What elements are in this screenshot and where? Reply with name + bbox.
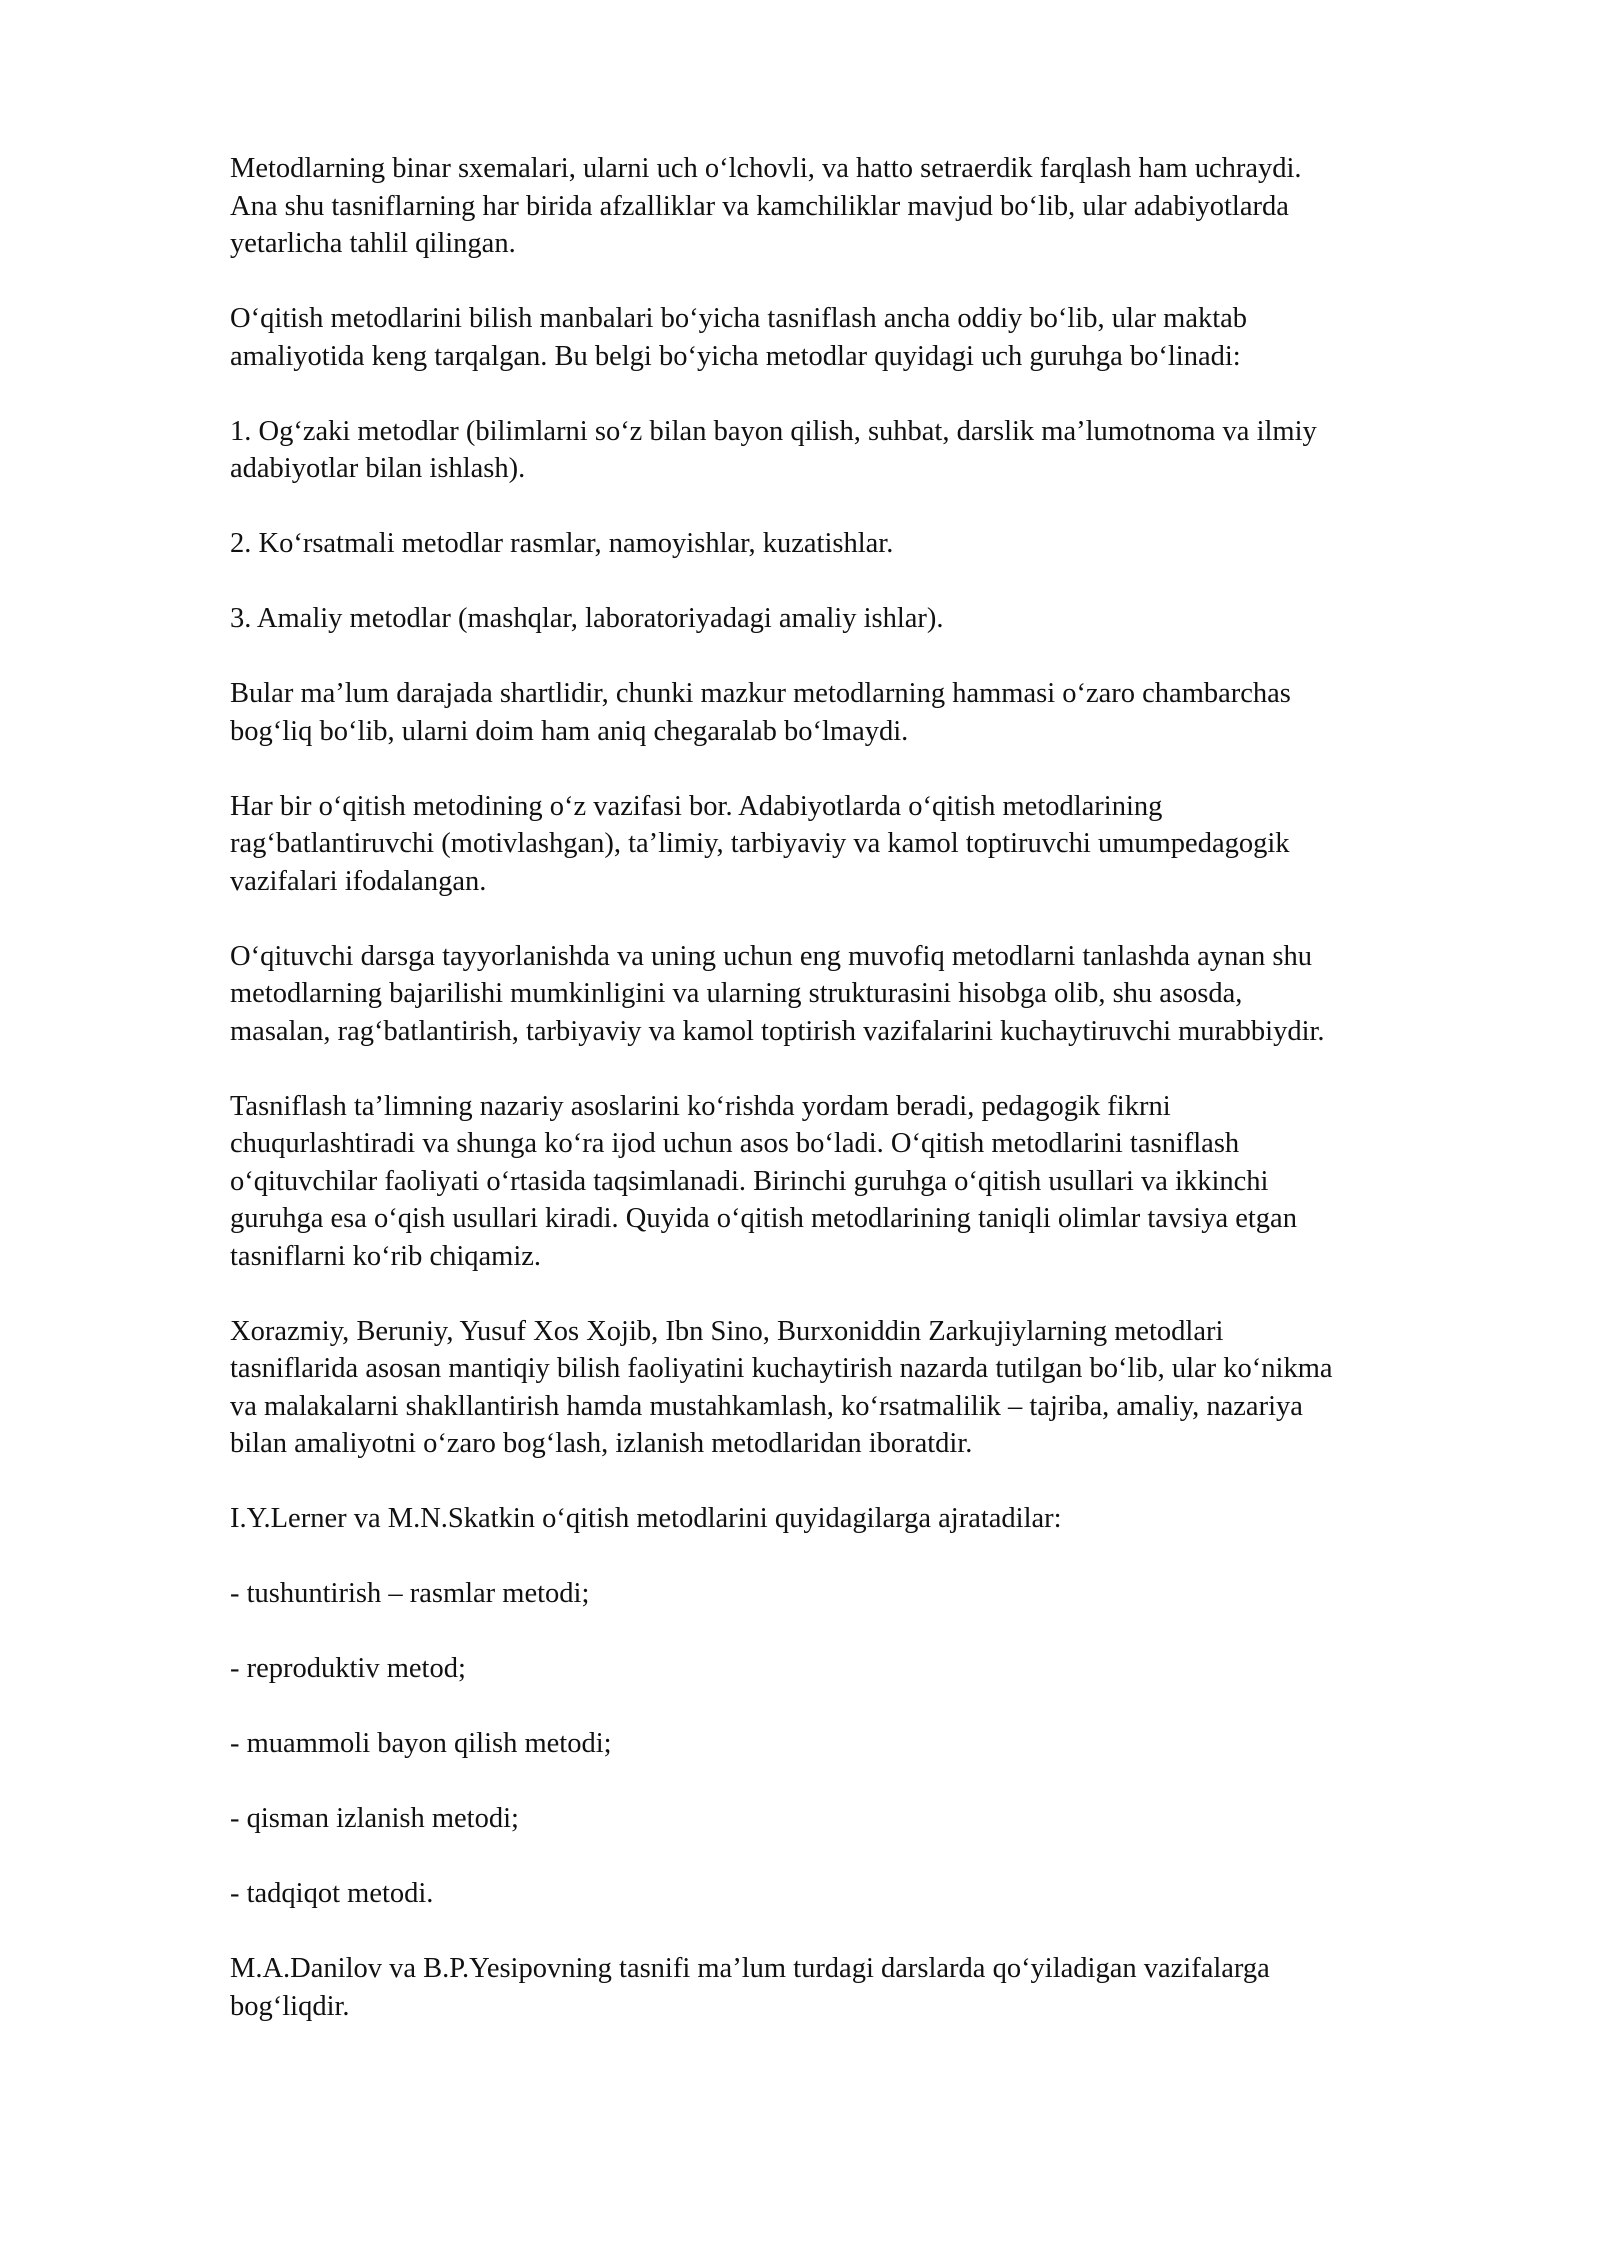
paragraph-bilish-manbalari: O‘qitish metodlarini bilish manbalari bo‘yicha tasniflash ancha oddiy bo‘lib, ular maktab amaliyotida keng tarqalgan. Bu belgi bo‘yicha metodlar quyidagi uch guruhga bo‘linadi:: [230, 303, 1248, 372]
list-item-muammoli-bayon: - muammoli bayon qilish metodi;: [230, 1728, 612, 1759]
paragraph-shartlidir: Bular ma’lum darajada shartlidir, chunki mazkur metodlarning hammasi o‘zaro chambarchas bog‘liq bo‘lib, ularni doim ham aniq chegaralab bo‘lmaydi.: [230, 678, 1291, 747]
list-item-reproduktiv: - reproduktiv metod;: [230, 1653, 466, 1684]
list-item-tadqiqot: - tadqiqot metodi.: [230, 1878, 434, 1909]
paragraph-tasniflash: Tasniflash ta’limning nazariy asoslarini ko‘rishda yordam beradi, pedagogik fikrni chuqurlashtiradi va shunga ko‘ra ijod uchun asos bo‘ladi. O‘qitish metodlarini tasniflash o‘qituvchilar faoliyati o‘rtasida taqsimlanadi. Birinchi guruhga o‘qitish usullari va ikkinchi guruhga esa o‘qish usullari kiradi. Quyida o‘qitish metodlarining taniqli olimlar tavsiya etgan tasniflarni ko‘rib chiqamiz.: [230, 1090, 1297, 1272]
paragraph-metod-vazifasi: Har bir o‘qitish metodining o‘z vazifasi bor. Adabiyotlarda o‘qitish metodlarining rag‘batlantiruvchi (motivlashgan), ta’limiy, tarbiyaviy va kamol toptiruvchi umumpedagogik vazifalari ifodalangan.: [230, 790, 1290, 897]
list-item-qisman-izlanish: - qisman izlanish metodi;: [230, 1803, 519, 1834]
paragraph-oqituvchi-darsga: O‘qituvchi darsga tayyorlanishda va uning uchun eng muvofiq metodlarni tanlashda aynan shu metodlarning bajarilishi mumkinligini va ularning strukturasini hisobga olib, shu asosda, masalan, rag‘batlantirish, tarbiyaviy va kamol toptirish vazifalarini kuchaytiruvchi murabbiydir.: [230, 940, 1325, 1047]
document-page: [230, 150, 1490, 2063]
paragraph-lerner-skatkin: I.Y.Lerner va M.N.Skatkin o‘qitish metodlarini quyidagilarga ajratadilar:: [230, 1503, 1062, 1534]
list-item-amaliy-metodlar: 3. Amaliy metodlar (mashqlar, laboratoriyadagi amaliy ishlar).: [230, 603, 944, 634]
paragraph-binar-sxemalar: Metodlarning binar sxemalari, ularni uch o‘lchovli, va hatto setraerdik farqlash ham uchraydi. Ana shu tasniflarning har birida afzalliklar va kamchiliklar mavjud bo‘lib, ular adabiyotlarda yetarlicha tahlil qilingan.: [230, 153, 1302, 259]
paragraph-danilov-yesipov: M.A.Danilov va B.P.Yesipovning tasnifi ma’lum turdagi darslarda qo‘yiladigan vazifalarga bog‘liqdir.: [230, 1953, 1270, 2022]
list-item-ogzaki-metodlar: 1. Og‘zaki metodlar (bilimlarni so‘z bilan bayon qilish, suhbat, darslik ma’lumotnoma va ilmiy adabiyotlar bilan ishlash).: [230, 415, 1317, 484]
paragraph-allomalar: Xorazmiy, Beruniy, Yusuf Xos Xojib, Ibn Sino, Burxoniddin Zarkujiylarning metodlari tasniflarida asosan mantiqiy bilish faoliyatini kuchaytirish nazarda tutilgan bo‘lib, ular ko‘nikma va malakalarni shakllantirish hamda mustahkamlash, ko‘rsatmalilik – tajriba, amaliy, nazariya bilan amaliyotni o‘zaro bog‘lash, izlanish metodlaridan iboratdir.: [230, 1315, 1333, 1459]
list-item-korsatmali-metodlar: 2. Ko‘rsatmali metodlar rasmlar, namoyishlar, kuzatishlar.: [230, 528, 894, 559]
list-item-tushuntirish: - tushuntirish – rasmlar metodi;: [230, 1578, 590, 1609]
